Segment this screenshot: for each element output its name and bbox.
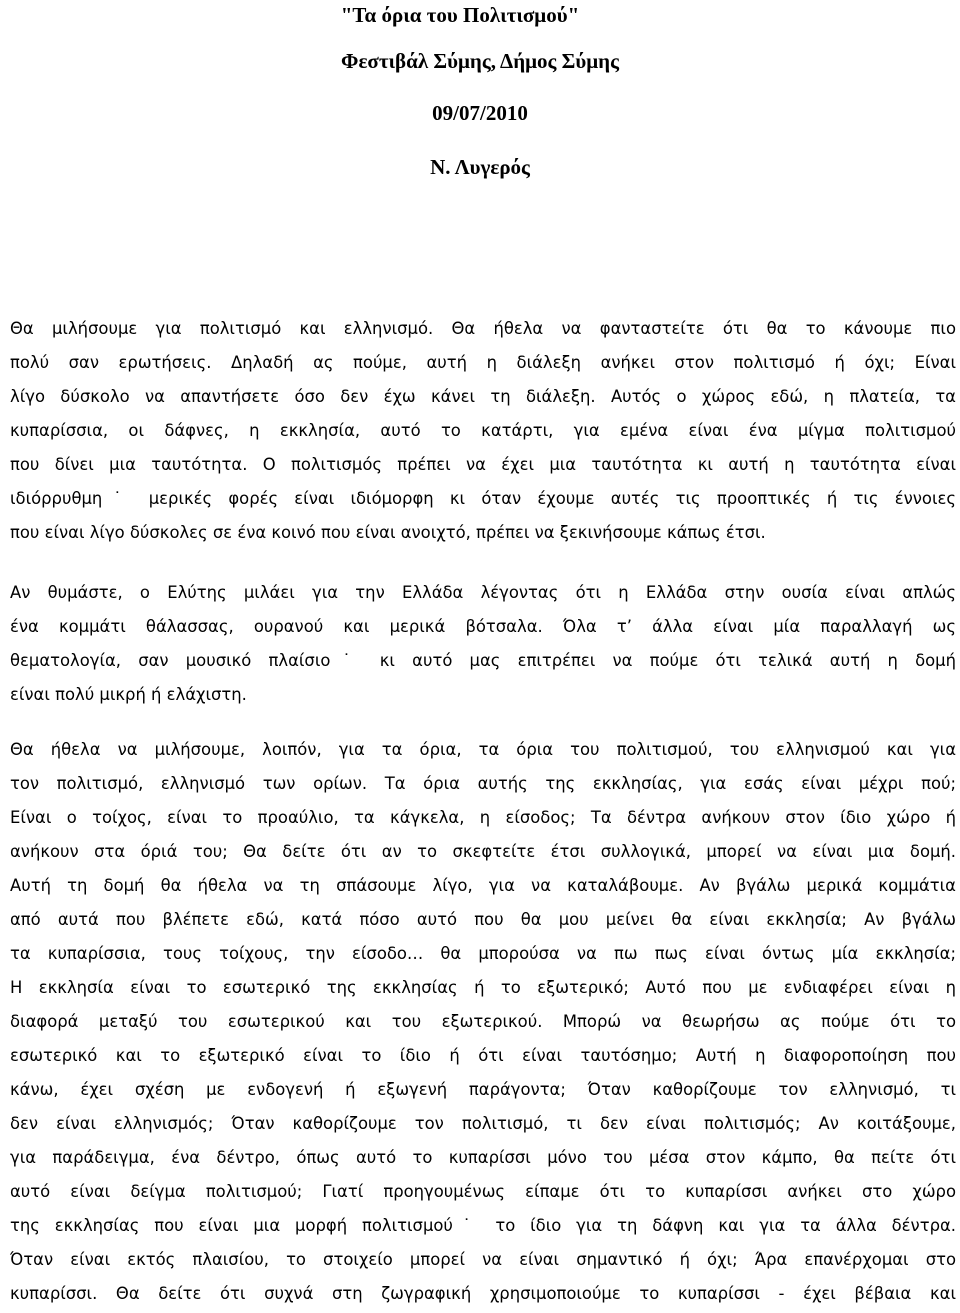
author-name: Ν. Λυγερός xyxy=(430,155,530,179)
text-line: κάνω, έχει σχέση με ενδογενή ή εξωγενή παράγοντα; Όταν καθορίζουμε τον ελληνισμό, τι xyxy=(10,1080,956,1099)
text-line: Η εκκλησία είναι το εσωτερικό της εκκλησίας ή το εξωτερικό; Αυτό που με ενδιαφέρει είναι η xyxy=(10,978,956,997)
text-line: ιδιόρρυθμη˙ μερικές φορές είναι ιδιόμορφη κι όταν έχουμε αυτές τις προοπτικές ή τις έννοιες xyxy=(10,489,956,508)
text-line: Αν θυμάστε, ο Ελύτης μιλάει για την Ελλάδα λέγοντας ότι η Ελλάδα στην ουσία είναι απλώς xyxy=(10,583,956,602)
text-line: ανήκουν στα όριά του; Θα δείτε ότι αν το σκεφτείτε έτσι συλλογικά, μπορεί να είναι μια δομή. xyxy=(10,842,956,861)
text-line: είναι πολύ μικρή ή ελάχιστη. xyxy=(10,685,247,704)
text-line: Θα μιλήσουμε για πολιτισμό και ελληνισμό. Θα ήθελα να φανταστείτε ότι θα το κάνουμε πιο xyxy=(10,319,956,338)
text-line: κυπαρίσσι. Θα δείτε ότι συχνά στη ζωγραφική χρησιμοποιούμε το κυπαρίσσι - έχει βέβαια και xyxy=(10,1284,956,1303)
text-line: ένα κομμάτι θάλασσας, ουρανού και μερικά βότσαλα. Όλα τ’ άλλα είναι μία παραλλαγή ως xyxy=(10,617,956,636)
text-line: δεν είναι ελληνισμός; Όταν καθορίζουμε τον πολιτισμό, τι δεν είναι πολιτισμός; Αν κοιτάξουμε, xyxy=(10,1114,956,1133)
text-line: διαφορά μεταξύ του εσωτερικού και του εξωτερικού. Μπορώ να θεωρήσω ας πούμε ότι το xyxy=(10,1012,956,1031)
document-title: "Τα όρια του Πολιτισμού" xyxy=(340,3,580,27)
text-line: που είναι λίγο δύσκολες σε ένα κοινό που είναι ανοιχτό, πρέπει να ξεκινήσουμε κάπως έτσι. xyxy=(10,523,766,542)
text-line: πολύ σαν ερωτήσεις. Δηλαδή ας πούμε, αυτή η διάλεξη ανήκει στον πολιτισμό ή όχι; Είναι xyxy=(10,353,956,372)
text-line: εσωτερικό και το εξωτερικό είναι το ίδιο ή ότι είναι ταυτόσημο; Αυτή η διαφοροποίηση που xyxy=(10,1046,956,1065)
text-line: τον πολιτισμό, ελληνισμό των ορίων. Τα όρια αυτής της εκκλησίας, για εσάς είναι μέχρι πού; xyxy=(10,774,956,793)
paragraph-2 xyxy=(10,576,956,712)
text-line: Αυτή τη δομή θα ήθελα να τη σπάσουμε λίγο, για να καταλάβουμε. Αν βγάλω μερικά κομμάτια xyxy=(10,876,956,895)
paragraph-3 xyxy=(10,733,956,1311)
text-line: Όταν είναι εκτός πλαισίου, το στοιχείο μπορεί να είναι σημαντικό ή όχι; Άρα επανέρχομαι στο xyxy=(10,1250,956,1269)
text-line: τα κυπαρίσσια, τους τοίχους, την είσοδο… θα μπορούσα να πω πως είναι όντως μία εκκλησία; xyxy=(10,944,956,963)
event-name: Φεστιβάλ Σύμης, Δήμος Σύμης xyxy=(341,49,619,73)
text-line: Θα ήθελα να μιλήσουμε, λοιπόν, για τα όρια, τα όρια του πολιτισμού, του ελληνισμού και για xyxy=(10,740,956,759)
paragraph-1 xyxy=(10,312,956,550)
text-line: που δίνει μια ταυτότητα. Ο πολιτισμός πρέπει να έχει μια ταυτότητα κι αυτή η ταυτότητα είναι xyxy=(10,455,956,474)
text-line: λίγο δύσκολο να απαντήσετε όσο δεν έχω κάνει τη διάλεξη. Αυτός ο χώρος εδώ, η πλατεία, τα xyxy=(10,387,956,406)
text-line: κυπαρίσσια, οι δάφνες, η εκκλησία, αυτό το κατάρτι, για εμένα είναι ένα μίγμα πολιτισμού xyxy=(10,421,956,440)
text-line: για παράδειγμα, ένα δέντρο, όπως αυτό το κυπαρίσσι μόνο του μέσα στον κάμπο, θα πείτε ότι xyxy=(10,1148,956,1167)
text-line: από αυτά που βλέπετε εδώ, κατά πόσο αυτό που θα μου μείνει θα είναι εκκλησία; Αν βγάλω xyxy=(10,910,956,929)
text-line: αυτό είναι δείγμα πολιτισμού; Γιατί προηγουμένως είπαμε ότι το κυπαρίσσι ανήκει στο χώρο xyxy=(10,1182,956,1201)
text-line: θεματολογία, σαν μουσικό πλαίσιο˙ κι αυτό μας επιτρέπει να πούμε ότι τελικά αυτή η δομή xyxy=(10,651,956,670)
event-date: 09/07/2010 xyxy=(432,101,528,125)
text-line: της εκκλησίας που είναι μια μορφή πολιτισμού˙ το ίδιο για τη δάφνη και για τα άλλα δέντρα. xyxy=(10,1216,956,1235)
text-line: Είναι ο τοίχος, είναι το προαύλιο, τα κάγκελα, η είσοδος; Τα δέντρα ανήκουν στον ίδιο χώρο ή xyxy=(10,808,956,827)
